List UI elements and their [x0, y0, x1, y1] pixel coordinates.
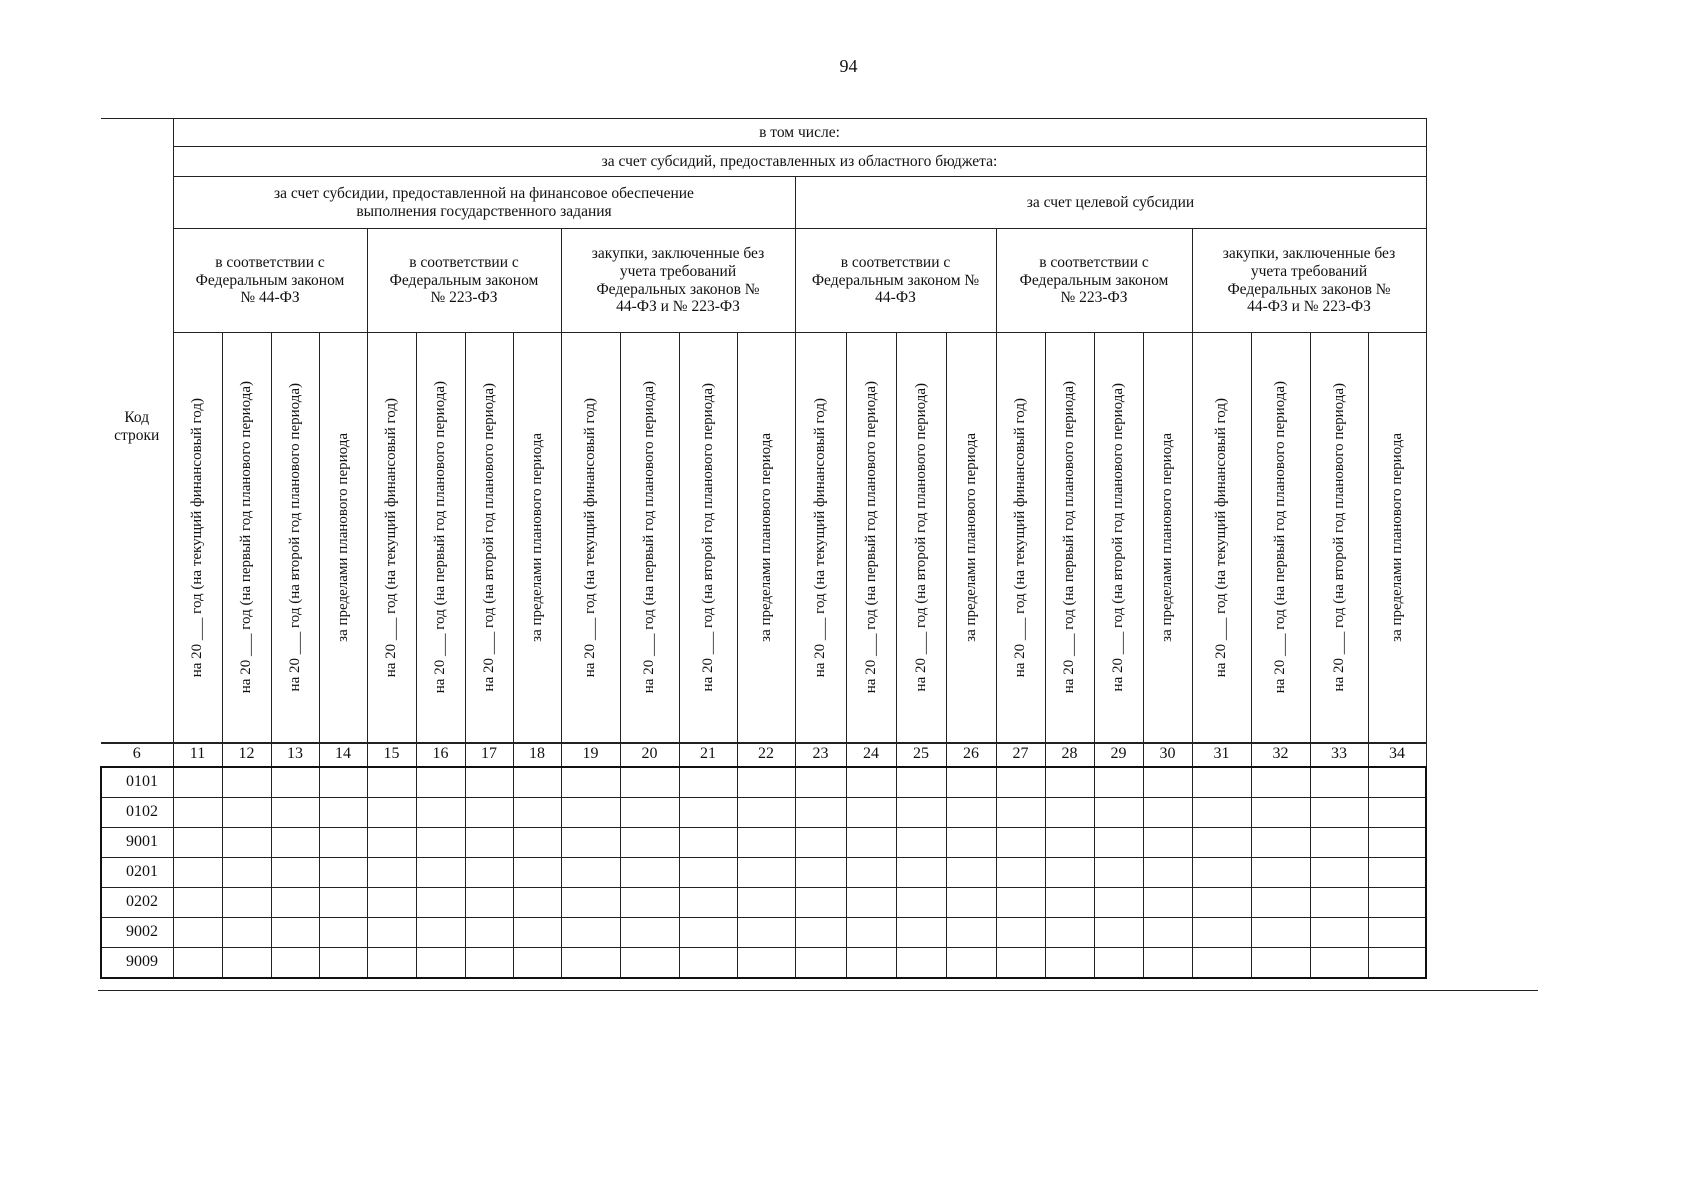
data-cell[interactable] — [620, 857, 679, 887]
data-cell[interactable] — [679, 797, 737, 827]
subcol-header-current-year-1 — [173, 333, 222, 743]
data-cell[interactable] — [795, 857, 846, 887]
data-cell[interactable] — [846, 917, 896, 947]
column-number: 24 — [846, 743, 896, 767]
data-cell[interactable] — [1368, 797, 1426, 827]
data-cell[interactable] — [271, 857, 319, 887]
subcol-header-second-plan-year-6 — [1310, 333, 1368, 743]
data-cell[interactable] — [620, 797, 679, 827]
data-cell[interactable] — [465, 827, 513, 857]
data-cell[interactable] — [465, 947, 513, 978]
subcol-header-first-plan-year-2 — [416, 333, 465, 743]
subcol-header-current-year-2 — [367, 333, 416, 743]
data-cell[interactable] — [1045, 887, 1094, 917]
data-cell[interactable] — [173, 917, 222, 947]
subcol-header-text: на 20 ___ год (на второй год планового периода) — [699, 383, 716, 692]
data-cell[interactable] — [795, 767, 846, 798]
data-cell[interactable] — [367, 947, 416, 978]
data-cell[interactable] — [513, 887, 561, 917]
data-cell[interactable] — [679, 917, 737, 947]
data-cell[interactable] — [513, 917, 561, 947]
data-cell[interactable] — [1310, 947, 1368, 978]
v-tom-chisle-header: в том числе: — [173, 119, 1426, 147]
data-cell[interactable] — [737, 857, 795, 887]
data-cell[interactable] — [737, 917, 795, 947]
subcol-header-current-year-6 — [1192, 333, 1251, 743]
data-cell[interactable] — [620, 767, 679, 798]
subcol-header-beyond-plan-period-4 — [946, 333, 996, 743]
data-cell[interactable] — [561, 767, 620, 798]
data-cell[interactable] — [173, 887, 222, 917]
subcol-header-text: за пределами планового периода — [1159, 432, 1176, 642]
data-cell[interactable] — [561, 797, 620, 827]
data-cell[interactable] — [173, 827, 222, 857]
data-cell[interactable] — [846, 827, 896, 857]
group-header-223fz-a: в соответствии с Федеральным законом № 223-ФЗ — [367, 229, 561, 333]
subcol-header-first-plan-year-6 — [1251, 333, 1310, 743]
subcol-header-text: на 20 ___ год (на первый год планового периода) — [1272, 381, 1289, 694]
data-cell[interactable] — [846, 767, 896, 798]
data-cell[interactable] — [222, 887, 271, 917]
column-number: 22 — [737, 743, 795, 767]
data-cell[interactable] — [620, 947, 679, 978]
column-number: 13 — [271, 743, 319, 767]
subcol-header-text: за пределами планового периода — [962, 432, 979, 642]
data-cell[interactable] — [271, 797, 319, 827]
data-cell[interactable] — [1094, 827, 1143, 857]
column-number-row — [101, 743, 1426, 767]
table-row — [101, 797, 1426, 827]
data-cell[interactable] — [222, 857, 271, 887]
data-cell[interactable] — [846, 947, 896, 978]
column-number: 12 — [222, 743, 271, 767]
data-cell[interactable] — [1143, 797, 1192, 827]
data-cell[interactable] — [319, 887, 367, 917]
celevaya-subsidiya-header: за счет целевой субсидии — [795, 177, 1426, 229]
data-cell[interactable] — [996, 947, 1045, 978]
data-cell[interactable] — [1045, 857, 1094, 887]
data-cell[interactable] — [1251, 917, 1310, 947]
table-row — [101, 827, 1426, 857]
subcol-header-text: за пределами планового периода — [334, 432, 351, 642]
subcol-header-text: на 20 ___ год (на второй год планового периода) — [1110, 383, 1127, 692]
data-cell[interactable] — [737, 827, 795, 857]
data-cell[interactable] — [1368, 827, 1426, 857]
data-cell[interactable] — [1251, 797, 1310, 827]
data-cell[interactable] — [222, 917, 271, 947]
subcol-header-beyond-plan-period-6 — [1368, 333, 1426, 743]
data-cell[interactable] — [679, 947, 737, 978]
data-cell[interactable] — [1368, 857, 1426, 887]
data-cell[interactable] — [319, 797, 367, 827]
column-number: 11 — [173, 743, 222, 767]
column-number: 33 — [1310, 743, 1368, 767]
data-cell[interactable] — [1251, 857, 1310, 887]
subcol-header-first-plan-year-1 — [222, 333, 271, 743]
subcol-header-text: на 20 ___ год (на первый год планового периода) — [1061, 381, 1078, 694]
kod-stroki-header: Код строки — [101, 119, 173, 743]
data-cell[interactable] — [896, 857, 946, 887]
data-cell[interactable] — [846, 797, 896, 827]
data-cell[interactable] — [465, 857, 513, 887]
column-number: 31 — [1192, 743, 1251, 767]
subsidii-header: за счет субсидий, предоставленных из областного бюджета: — [173, 147, 1426, 177]
data-cell[interactable] — [996, 767, 1045, 798]
data-cell[interactable] — [1143, 947, 1192, 978]
subcol-header-text: на 20 ___ год (на текущий финансовый год) — [383, 397, 400, 677]
subcol-header-text: на 20 ___ год (на первый год планового периода) — [238, 381, 255, 694]
data-cell[interactable] — [561, 947, 620, 978]
data-cell[interactable] — [946, 857, 996, 887]
data-cell[interactable] — [416, 947, 465, 978]
column-number: 30 — [1143, 743, 1192, 767]
column-number: 14 — [319, 743, 367, 767]
data-cell[interactable] — [173, 767, 222, 798]
data-cell[interactable] — [679, 857, 737, 887]
data-cell[interactable] — [1251, 827, 1310, 857]
column-number: 26 — [946, 743, 996, 767]
data-cell[interactable] — [319, 917, 367, 947]
data-cell[interactable] — [1045, 827, 1094, 857]
data-cell[interactable] — [416, 887, 465, 917]
subcol-header-beyond-plan-period-3 — [737, 333, 795, 743]
data-cell[interactable] — [896, 827, 946, 857]
data-cell[interactable] — [896, 917, 946, 947]
data-cell[interactable] — [795, 917, 846, 947]
subcol-header-text: на 20 ___ год (на первый год планового периода) — [641, 381, 658, 694]
data-cell[interactable] — [946, 887, 996, 917]
subcol-header-first-plan-year-3 — [620, 333, 679, 743]
data-cell[interactable] — [271, 887, 319, 917]
data-cell[interactable] — [896, 947, 946, 978]
subcol-header-first-plan-year-5 — [1045, 333, 1094, 743]
column-number: 32 — [1251, 743, 1310, 767]
column-number: 29 — [1094, 743, 1143, 767]
subcol-header-text: на 20 ___ год (на текущий финансовый год) — [1213, 397, 1230, 677]
data-cell[interactable] — [1045, 767, 1094, 798]
group-header-bez-ucheta-a: закупки, заключенные без учета требований Федеральных законов № 44-ФЗ и № 223-ФЗ — [561, 229, 795, 333]
data-cell[interactable] — [679, 827, 737, 857]
subcol-header-current-year-4 — [795, 333, 846, 743]
data-cell[interactable] — [1368, 887, 1426, 917]
data-cell[interactable] — [737, 797, 795, 827]
data-cell[interactable] — [1368, 767, 1426, 798]
column-number: 6 — [101, 743, 173, 767]
table-row — [101, 857, 1426, 887]
data-cell[interactable] — [1192, 827, 1251, 857]
row-code: 9009 — [101, 947, 173, 978]
data-cell[interactable] — [620, 917, 679, 947]
data-cell[interactable] — [222, 767, 271, 798]
data-cell[interactable] — [620, 827, 679, 857]
data-cell[interactable] — [1192, 857, 1251, 887]
data-cell[interactable] — [271, 947, 319, 978]
data-cell[interactable] — [896, 767, 946, 798]
column-number: 25 — [896, 743, 946, 767]
data-cell[interactable] — [620, 887, 679, 917]
data-cell[interactable] — [946, 827, 996, 857]
subcol-header-text: на 20 ___ год (на текущий финансовый год) — [812, 397, 829, 677]
data-cell[interactable] — [367, 827, 416, 857]
bottom-rule — [98, 990, 1538, 991]
data-cell[interactable] — [996, 917, 1045, 947]
subcol-header-text: на 20 ___ год (на первый год планового периода) — [862, 381, 879, 694]
data-cell[interactable] — [1368, 917, 1426, 947]
subcol-header-second-plan-year-4 — [896, 333, 946, 743]
data-cell[interactable] — [1094, 887, 1143, 917]
data-cell[interactable] — [1251, 767, 1310, 798]
row-code: 0202 — [101, 887, 173, 917]
data-cell[interactable] — [367, 887, 416, 917]
data-cell[interactable] — [367, 797, 416, 827]
subcol-header-beyond-plan-period-1 — [319, 333, 367, 743]
data-cell[interactable] — [795, 827, 846, 857]
subcol-header-text: за пределами планового периода — [757, 432, 774, 642]
data-cell[interactable] — [1094, 797, 1143, 827]
data-cell[interactable] — [367, 857, 416, 887]
data-cell[interactable] — [737, 947, 795, 978]
data-cell[interactable] — [222, 827, 271, 857]
data-cell[interactable] — [513, 827, 561, 857]
subcol-header-text: на 20 ___ год (на второй год планового периода) — [1330, 383, 1347, 692]
data-cell[interactable] — [513, 797, 561, 827]
column-number: 21 — [679, 743, 737, 767]
data-cell[interactable] — [1192, 797, 1251, 827]
data-cell[interactable] — [1094, 917, 1143, 947]
table-row — [101, 947, 1426, 978]
data-cell[interactable] — [513, 947, 561, 978]
data-cell[interactable] — [1143, 887, 1192, 917]
data-cell[interactable] — [1251, 887, 1310, 917]
data-cell[interactable] — [946, 947, 996, 978]
data-cell[interactable] — [367, 767, 416, 798]
report-form-table — [100, 118, 1427, 979]
data-cell[interactable] — [1192, 887, 1251, 917]
data-cell[interactable] — [1143, 827, 1192, 857]
row-code: 0201 — [101, 857, 173, 887]
column-number: 28 — [1045, 743, 1094, 767]
column-number: 27 — [996, 743, 1045, 767]
row-code: 0102 — [101, 797, 173, 827]
data-cell[interactable] — [222, 797, 271, 827]
column-number: 17 — [465, 743, 513, 767]
data-cell[interactable] — [1368, 947, 1426, 978]
subcol-header-beyond-plan-period-2 — [513, 333, 561, 743]
data-cell[interactable] — [513, 767, 561, 798]
data-cell[interactable] — [416, 857, 465, 887]
data-cell[interactable] — [1192, 917, 1251, 947]
data-cell[interactable] — [1192, 947, 1251, 978]
data-cell[interactable] — [416, 827, 465, 857]
data-cell[interactable] — [1045, 797, 1094, 827]
table-row — [101, 917, 1426, 947]
data-cell[interactable] — [1094, 947, 1143, 978]
data-cell[interactable] — [222, 947, 271, 978]
data-cell[interactable] — [465, 917, 513, 947]
group-header-44fz-a: в соответствии с Федеральным законом № 44-ФЗ — [173, 229, 367, 333]
data-cell[interactable] — [896, 797, 946, 827]
data-cell[interactable] — [367, 917, 416, 947]
group-header-bez-ucheta-b: закупки, заключенные без учета требований Федеральных законов № 44-ФЗ и № 223-ФЗ — [1192, 229, 1426, 333]
data-cell[interactable] — [319, 827, 367, 857]
data-cell[interactable] — [319, 767, 367, 798]
subcol-header-text: на 20 ___ год (на текущий финансовый год) — [582, 397, 599, 677]
subcol-header-text: на 20 ___ год (на первый год планового периода) — [432, 381, 449, 694]
data-cell[interactable] — [561, 827, 620, 857]
data-cell[interactable] — [1143, 767, 1192, 798]
subcol-header-current-year-3 — [561, 333, 620, 743]
data-cell[interactable] — [416, 767, 465, 798]
data-cell[interactable] — [846, 887, 896, 917]
row-code: 9001 — [101, 827, 173, 857]
data-cell[interactable] — [1310, 827, 1368, 857]
data-cell[interactable] — [737, 887, 795, 917]
column-number: 20 — [620, 743, 679, 767]
subcol-header-first-plan-year-4 — [846, 333, 896, 743]
subcol-header-second-plan-year-2 — [465, 333, 513, 743]
column-number: 16 — [416, 743, 465, 767]
subcol-header-text: за пределами планового периода — [528, 432, 545, 642]
column-number: 15 — [367, 743, 416, 767]
data-cell[interactable] — [1143, 857, 1192, 887]
data-cell[interactable] — [679, 767, 737, 798]
data-cell[interactable] — [465, 887, 513, 917]
subcol-header-text: на 20 ___ год (на текущий финансовый год) — [189, 397, 206, 677]
data-cell[interactable] — [996, 797, 1045, 827]
data-cell[interactable] — [737, 767, 795, 798]
page-number: 94 — [839, 56, 858, 76]
data-cell[interactable] — [996, 827, 1045, 857]
group-header-223fz-b: в соответствии с Федеральным законом № 223-ФЗ — [996, 229, 1192, 333]
data-cell[interactable] — [561, 857, 620, 887]
subcol-header-text: за пределами планового периода — [1388, 432, 1405, 642]
data-cell[interactable] — [996, 857, 1045, 887]
subcol-header-text: на 20 ___ год (на второй год планового периода) — [286, 383, 303, 692]
gos-zadanie-header: за счет субсидии, предоставленной на финансовое обеспечение выполнения государственного задания — [173, 177, 795, 229]
data-cell[interactable] — [465, 767, 513, 798]
data-cell[interactable] — [679, 887, 737, 917]
subcol-header-text: на 20 ___ год (на текущий финансовый год) — [1012, 397, 1029, 677]
subcol-header-beyond-plan-period-5 — [1143, 333, 1192, 743]
data-cell[interactable] — [416, 797, 465, 827]
data-cell[interactable] — [1310, 917, 1368, 947]
data-cell[interactable] — [319, 857, 367, 887]
data-cell[interactable] — [416, 917, 465, 947]
data-cell[interactable] — [896, 887, 946, 917]
subcol-header-text: на 20 ___ год (на второй год планового периода) — [480, 383, 497, 692]
table-row — [101, 887, 1426, 917]
data-cell[interactable] — [1310, 797, 1368, 827]
data-cell[interactable] — [271, 917, 319, 947]
row-code: 9002 — [101, 917, 173, 947]
data-cell[interactable] — [1045, 947, 1094, 978]
data-cell[interactable] — [795, 797, 846, 827]
data-cell[interactable] — [1192, 767, 1251, 798]
data-cell[interactable] — [513, 857, 561, 887]
data-cell[interactable] — [1310, 767, 1368, 798]
data-cell[interactable] — [946, 917, 996, 947]
column-number: 18 — [513, 743, 561, 767]
data-cell[interactable] — [996, 887, 1045, 917]
table-row — [101, 767, 1426, 798]
data-cell[interactable] — [946, 797, 996, 827]
subcol-header-second-plan-year-5 — [1094, 333, 1143, 743]
data-cell[interactable] — [1094, 767, 1143, 798]
data-cell[interactable] — [1045, 917, 1094, 947]
data-cell[interactable] — [795, 947, 846, 978]
data-cell[interactable] — [946, 767, 996, 798]
subcol-header-current-year-5 — [996, 333, 1045, 743]
data-cell[interactable] — [1094, 857, 1143, 887]
data-cell[interactable] — [1143, 917, 1192, 947]
data-cell[interactable] — [561, 887, 620, 917]
data-cell[interactable] — [271, 827, 319, 857]
column-number: 19 — [561, 743, 620, 767]
data-cell[interactable] — [561, 917, 620, 947]
row-code: 0101 — [101, 767, 173, 798]
group-header-44fz-b: в соответствии с Федеральным законом № 44-ФЗ — [795, 229, 996, 333]
data-cell[interactable] — [846, 857, 896, 887]
data-cell[interactable] — [173, 797, 222, 827]
data-cell[interactable] — [1310, 887, 1368, 917]
data-cell[interactable] — [173, 947, 222, 978]
subcol-header-second-plan-year-3 — [679, 333, 737, 743]
data-cell[interactable] — [1310, 857, 1368, 887]
data-cell[interactable] — [795, 887, 846, 917]
column-number: 23 — [795, 743, 846, 767]
data-cell[interactable] — [1251, 947, 1310, 978]
data-cell[interactable] — [319, 947, 367, 978]
data-cell[interactable] — [271, 767, 319, 798]
subcol-header-second-plan-year-1 — [271, 333, 319, 743]
data-cell[interactable] — [173, 857, 222, 887]
subcol-header-text: на 20 ___ год (на второй год планового периода) — [912, 383, 929, 692]
data-cell[interactable] — [465, 797, 513, 827]
column-number: 34 — [1368, 743, 1426, 767]
